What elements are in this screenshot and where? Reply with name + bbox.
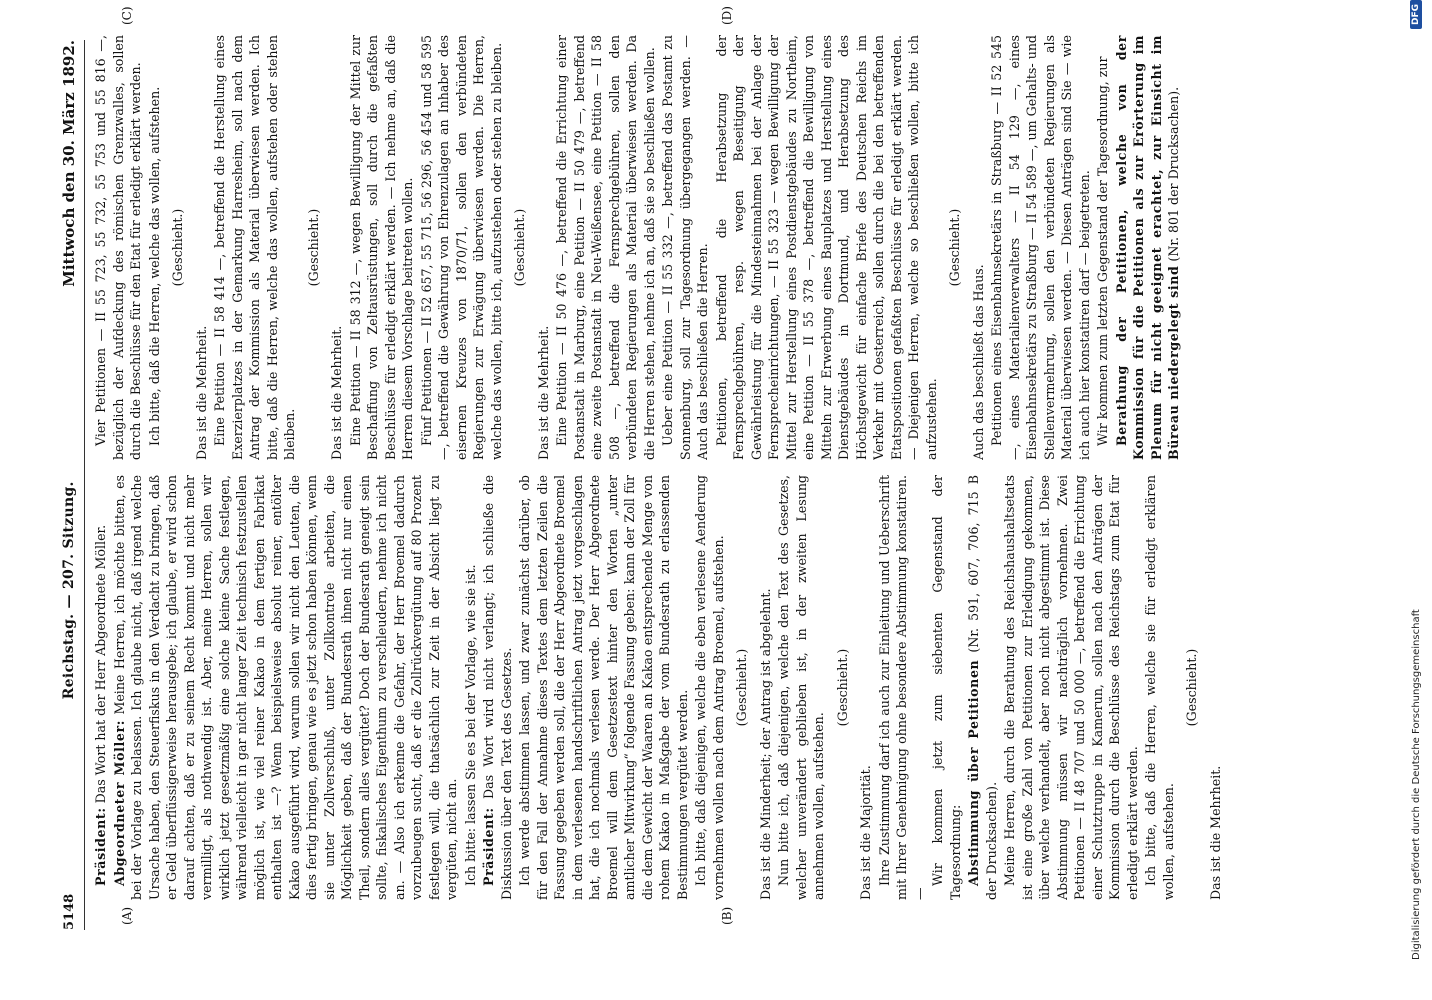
paragraph-text: Das ist die Mehrheit. <box>1207 765 1223 900</box>
paragraph <box>857 475 875 900</box>
paragraph-text: Eine Petition — II 58 312 —, wegen Bewilligung der Mittel zur Beschaffung von Zeltausrüstungen, soll durch die gefaßten Beschlüsse für erledigt erklärt werden. — Ich nehme an, daß die Herren diesem Vorschlage beitreten wollen. <box>347 35 415 460</box>
funding-note <box>1410 0 1422 960</box>
paragraph-text: Eine Petition — II 50 476 —, betreffend die Errichtung einer Postanstalt in Marburg, eine Petition — II 50 479 —, betreffend eine zweite Postanstalt in Neu-Weißensee, eine Petition — II 58 508 —, betreffend die Fernsprechgebühren, sollen den verbündeten Regierungen als Material überwiesen werden. Da die Herren stehen, nehme ich an, daß sie so beschließen wollen. <box>554 35 657 460</box>
paragraph-text: (Geschieht.) <box>170 208 185 287</box>
paragraph-text: (Geschieht.) <box>1184 648 1199 727</box>
paragraph-text: (Geschieht.) <box>947 208 962 287</box>
funding-note-text: Digitalisierung gefördert durch die Deutsche Forschungsgemeinschaft <box>1410 609 1422 960</box>
paragraph <box>713 35 941 460</box>
paragraph <box>211 35 299 460</box>
paragraph-text: Fünf Petitionen — II 52 657, 55 715, 56 296, 56 454 und 58 595 —, betreffend die Gewährung von Ehrenzulagen an Inhaber des eisernen Kreuzes von 1870/71, sollen den verbündeten Regierungen zur Erwägung überwiesen werden. Die Herren, welche das wollen, bitte ich, aufzustehen oder stehen zu bleiben. <box>418 35 504 460</box>
paragraph-text: Petitionen, betreffend die Herabsetzung der Fernsprechgebühren, resp. wegen Beseitigung der Gewährleistung für die Mindesteinnahmen bei der Anlage der Fernsprecheinrichtungen, — II 55 323 — wegen Bewilligung der Mittel zur Herstellung eines Postdienstgebäudes zu Northeim, eine Petition — II 55 378 —, betreffend die Bewilligung von Mitteln zur Erwerbung eines Bauplatzes und Herstellung eines Dienstgebäudes in Dortmund, und Herabsetzung des Höchstgewicht für einfache Briefe des Deutschen Reichs im Verkehr mit Oesterreich, sollen durch die bei den betreffenden Etatspositionen gefaßten Beschlüsse für erledigt erklärt werden. — Diejenigen Herren, welche so beschließen wollen, bitte ich aufzustehen. <box>713 35 939 460</box>
paragraph-text: Das ist die Minderheit; der Antrag ist abgelehnt. <box>757 588 773 900</box>
paragraph <box>480 475 515 900</box>
paragraph <box>692 475 727 900</box>
procedural-note <box>733 475 751 900</box>
margin-letter-b: (B) <box>720 906 734 925</box>
speaker-label: Abstimmung über Petitionen <box>966 659 981 886</box>
paragraph-text: Das ist die Mehrheit. <box>535 325 551 460</box>
speaker-label: Berathung der Petitionen, welche von der Kommission für die Petitionen als zur Erörterung im Plenum für nicht geeignet erachtet, zur Einsicht im Büreau niedergelegt sind <box>1113 35 1181 460</box>
paragraph-text: (Geschieht.) <box>512 208 527 287</box>
page-number: 5148 <box>61 893 77 930</box>
margin-letter-c: (C) <box>120 6 134 25</box>
margin-letter-a: (A) <box>120 906 134 925</box>
procedural-note <box>946 35 964 460</box>
margin-letter-d: (D) <box>720 6 734 25</box>
paragraph-text: (Geschieht.) <box>305 208 321 287</box>
paragraph-text: Das ist die Mehrheit. <box>329 325 344 460</box>
paragraph <box>929 475 964 900</box>
paragraph <box>462 475 480 900</box>
procedural-note <box>834 475 852 900</box>
paragraph <box>970 35 988 460</box>
paragraph-text: Auch das beschließt das Haus. <box>970 264 986 460</box>
paragraph-text: Meine Herren, ich möchte bitten, es bei der Vorlage zu belassen. Ich glaube nicht, daß irgend welche Ursache haben, den Steuerfiskus in den Verdacht zu bringen, daß er Geld überflüssigerweise herausgebe; ich glaube, er wird schon darauf achten, daß er zu seinem Recht kommt und nicht mehr vermilligt, als nothwendig ist. Aber, meine Herren, sollen wir wirklich jetzt gesetzmäßig eine solche kleine Sache festlegen, während vielleicht in gar nicht langer Zeit technisch festzustellen möglich ist, wie viel reiner Kakao in dem fertigen Fabrikat enthalten ist —? Wenn beispielsweise absolut reiner, entölter Kakao ausgeführt wird, warum sollen wir nicht den Leuten, die dies fertig bringen, genau wie es jetzt schon haben können, wenn sie unter Zollverschluß, unter Zollkontrole arbeiten, die Möglichkeit geben, daß der Bundesrath ihnen nicht nur einen Theil, sondern alles vergütet? Doch der Bundesrath geneigt sein sollte, fiskalisches Eigenthum zu verschleudern, nehme ich nicht an. — Also ich erkenne die Gefahr, der Herr Broemel dadurch vorzubeugen sucht, daß er die Zollrückvergütung auf 80 Prozent festlegen will, die thatsächlich zur Zeit in der Absicht liegt zu vergüten, nicht an. <box>111 475 459 900</box>
session-title: Reichstag. — 207. Sitzung. <box>61 481 77 700</box>
paragraph-text: Das ist die Mehrheit. <box>193 325 209 460</box>
dfg-logo: DFG <box>1410 0 1422 29</box>
paragraph-text: (Nr. 591, 607, 706, 715 B der Drucksachen). <box>966 475 999 900</box>
paragraph <box>146 35 164 460</box>
procedural-note <box>1183 475 1201 900</box>
paragraph <box>1207 475 1225 900</box>
right-text-column <box>92 35 1362 460</box>
paragraph-text: Meine Herren, durch die Berathung des Reichshaushaltsetats ist eine große Zahl von Petitionen zur Erledigung gekommen, über welche verhandelt, aber noch nicht abgestimmt ist. Diese Abstimmung müssen wir nachträglich vornehmen. Zwei Petitionen — II 48 707 und 50 000 —, betreffend die Errichtung einer Schutztruppe in Kamerun, sollen nach den Anträgen der Kommission durch die Beschlüsse des Reichstags zum Etat für erledigt erklärt werden. <box>1002 475 1140 900</box>
session-date: Mittwoch den 30. März 1892. <box>60 40 78 287</box>
paragraph-text: Ueber eine Petition — II 55 332 —, betreffend das Postamt zu Sonnenburg, soll zur Tagesordnung übergegangen werden. — Auch das beschließen die Herren. <box>660 35 710 460</box>
paragraph <box>1001 475 1141 900</box>
paragraph-text: Vier Petitionen — II 55 723, 55 732, 55 753 und 55 816 —, bezüglich der Aufdeckung des römischen Grenzwalles, sollen durch die Beschlüsse für den Etat für erledigt erklärt werden. <box>93 35 143 460</box>
procedural-note <box>511 35 529 460</box>
speaker-label: Präsident: <box>481 807 496 886</box>
left-text-column <box>92 475 1362 900</box>
paragraph <box>876 475 929 900</box>
paragraph-text: Das ist die Majorität. <box>858 765 873 900</box>
speaker-label: Präsident: <box>93 807 108 886</box>
paragraph <box>328 35 346 460</box>
paragraph-text: Ich werde abstimmen lassen, und zwar zunächst darüber, ob für den Fall der Annahme dieses Textes dem letzten Zeilen die Fassung gegeben werden soll, die der Herr Abgeordnete Broemel in dem verlesenen handschriftlichen Antrag jetzt vorgeschlagen hat, die ich nochmals verlesen werde. Der Herr Abgeordnete Broemel will dem Gesetzestext hinter den Worten „unter amtlicher Mitwirkung“ folgende Fassung geben: kann der Zoll für die dem Gewicht der Waaren an Kakao entsprechende Menge von rohem Kakao in Maßgabe der vom Bundesrath zu erlassenden Bestimmungen vergütet werden. <box>517 475 690 900</box>
paragraph-text: Ich bitte, daß die Herren, welche das wollen, aufstehen. <box>146 86 162 446</box>
paragraph <box>775 475 828 900</box>
procedural-note <box>305 35 323 460</box>
speaker-label: Abgeordneter Möller: <box>111 720 127 886</box>
paragraph-text: Wir kommen jetzt zum siebenten Gegenstand der Tagesordnung: <box>930 475 963 900</box>
page-header <box>58 40 85 930</box>
paragraph <box>535 35 553 460</box>
paragraph <box>1113 35 1183 460</box>
paragraph-text: Das Wort wird nicht verlangt; ich schließe die Diskussion über den Text des Gesetzes. <box>481 475 514 900</box>
paragraph <box>659 35 712 460</box>
paragraph-text: Ihre Zustimmung darf ich auch zur Einleitung und Ueberschrift mit Ihrer Genehmigung ohne besondere Abstimmung konstatiren. — <box>876 475 927 900</box>
paragraph <box>1142 475 1177 900</box>
paragraph <box>965 475 1000 900</box>
paragraph <box>92 475 110 900</box>
paragraph-text: (Nr. 801 der Drucksachen). <box>1166 86 1181 266</box>
paragraph-text: (Geschieht.) <box>834 648 850 727</box>
paragraph-text: Ich bitte, daß diejenigen, welche die eben verlesene Aenderung vornehmen wollen nach dem Antrag Broemel, aufstehen. <box>693 475 726 900</box>
paragraph <box>193 35 211 460</box>
paragraph-text: Eine Petition — II 58 414 —, betreffend die Herstellung eines Exerzierplatzes in der Gemarkung Harresheim, soll nach dem Antrag der Kommission als Material überwiesen werden. Ich bitte, daß die Herren, welche das wollen, aufstehen oder stehen bleiben. <box>212 35 297 460</box>
paragraph <box>418 35 506 460</box>
paragraph-text: Petitionen eines Eisenbahnsekretärs in Straßburg — II 52 545 —, eines Materialienverwalters — II 54 129 —, eines Eisenbahnsekretärs zu Straßburg — II 54 589 —, um Gehalts- und Stellenvermehrung, sollen den verbündeten Regierungen als Material überwiesen werden. — Diesen Anträgen sind Sie — wie ich auch hier konstatiren darf — beigetreten. <box>989 35 1092 460</box>
procedural-note <box>169 35 187 460</box>
paragraph <box>516 475 691 900</box>
paragraph <box>988 35 1093 460</box>
paragraph-text: Ich bitte: lassen Sie es bei der Vorlage, wie sie ist. <box>462 564 478 886</box>
paragraph <box>553 35 658 460</box>
paragraph <box>347 35 417 460</box>
paragraph-text: Nun bitte ich, daß diejenigen, welche den Text des Gesetzes, welcher unverändert geblieben ist, in der zweiten Lesung annehmen wollen, aufstehen. <box>776 475 826 900</box>
paragraph-text: Das Wort hat der Herr Abgeordnete Möller. <box>93 524 108 808</box>
paragraph-text: (Geschieht.) <box>734 648 749 727</box>
paragraph <box>1094 35 1112 460</box>
paragraph-text: Wir kommen zum letzten Gegenstand der Tagesordnung, zur <box>1095 56 1110 446</box>
paragraph <box>92 35 145 460</box>
paragraph-text: Ich bitte, daß die Herren, welche sie für erledigt erklären wollen, aufstehen. <box>1143 475 1176 900</box>
paragraph <box>757 475 775 900</box>
paragraph <box>111 475 461 900</box>
